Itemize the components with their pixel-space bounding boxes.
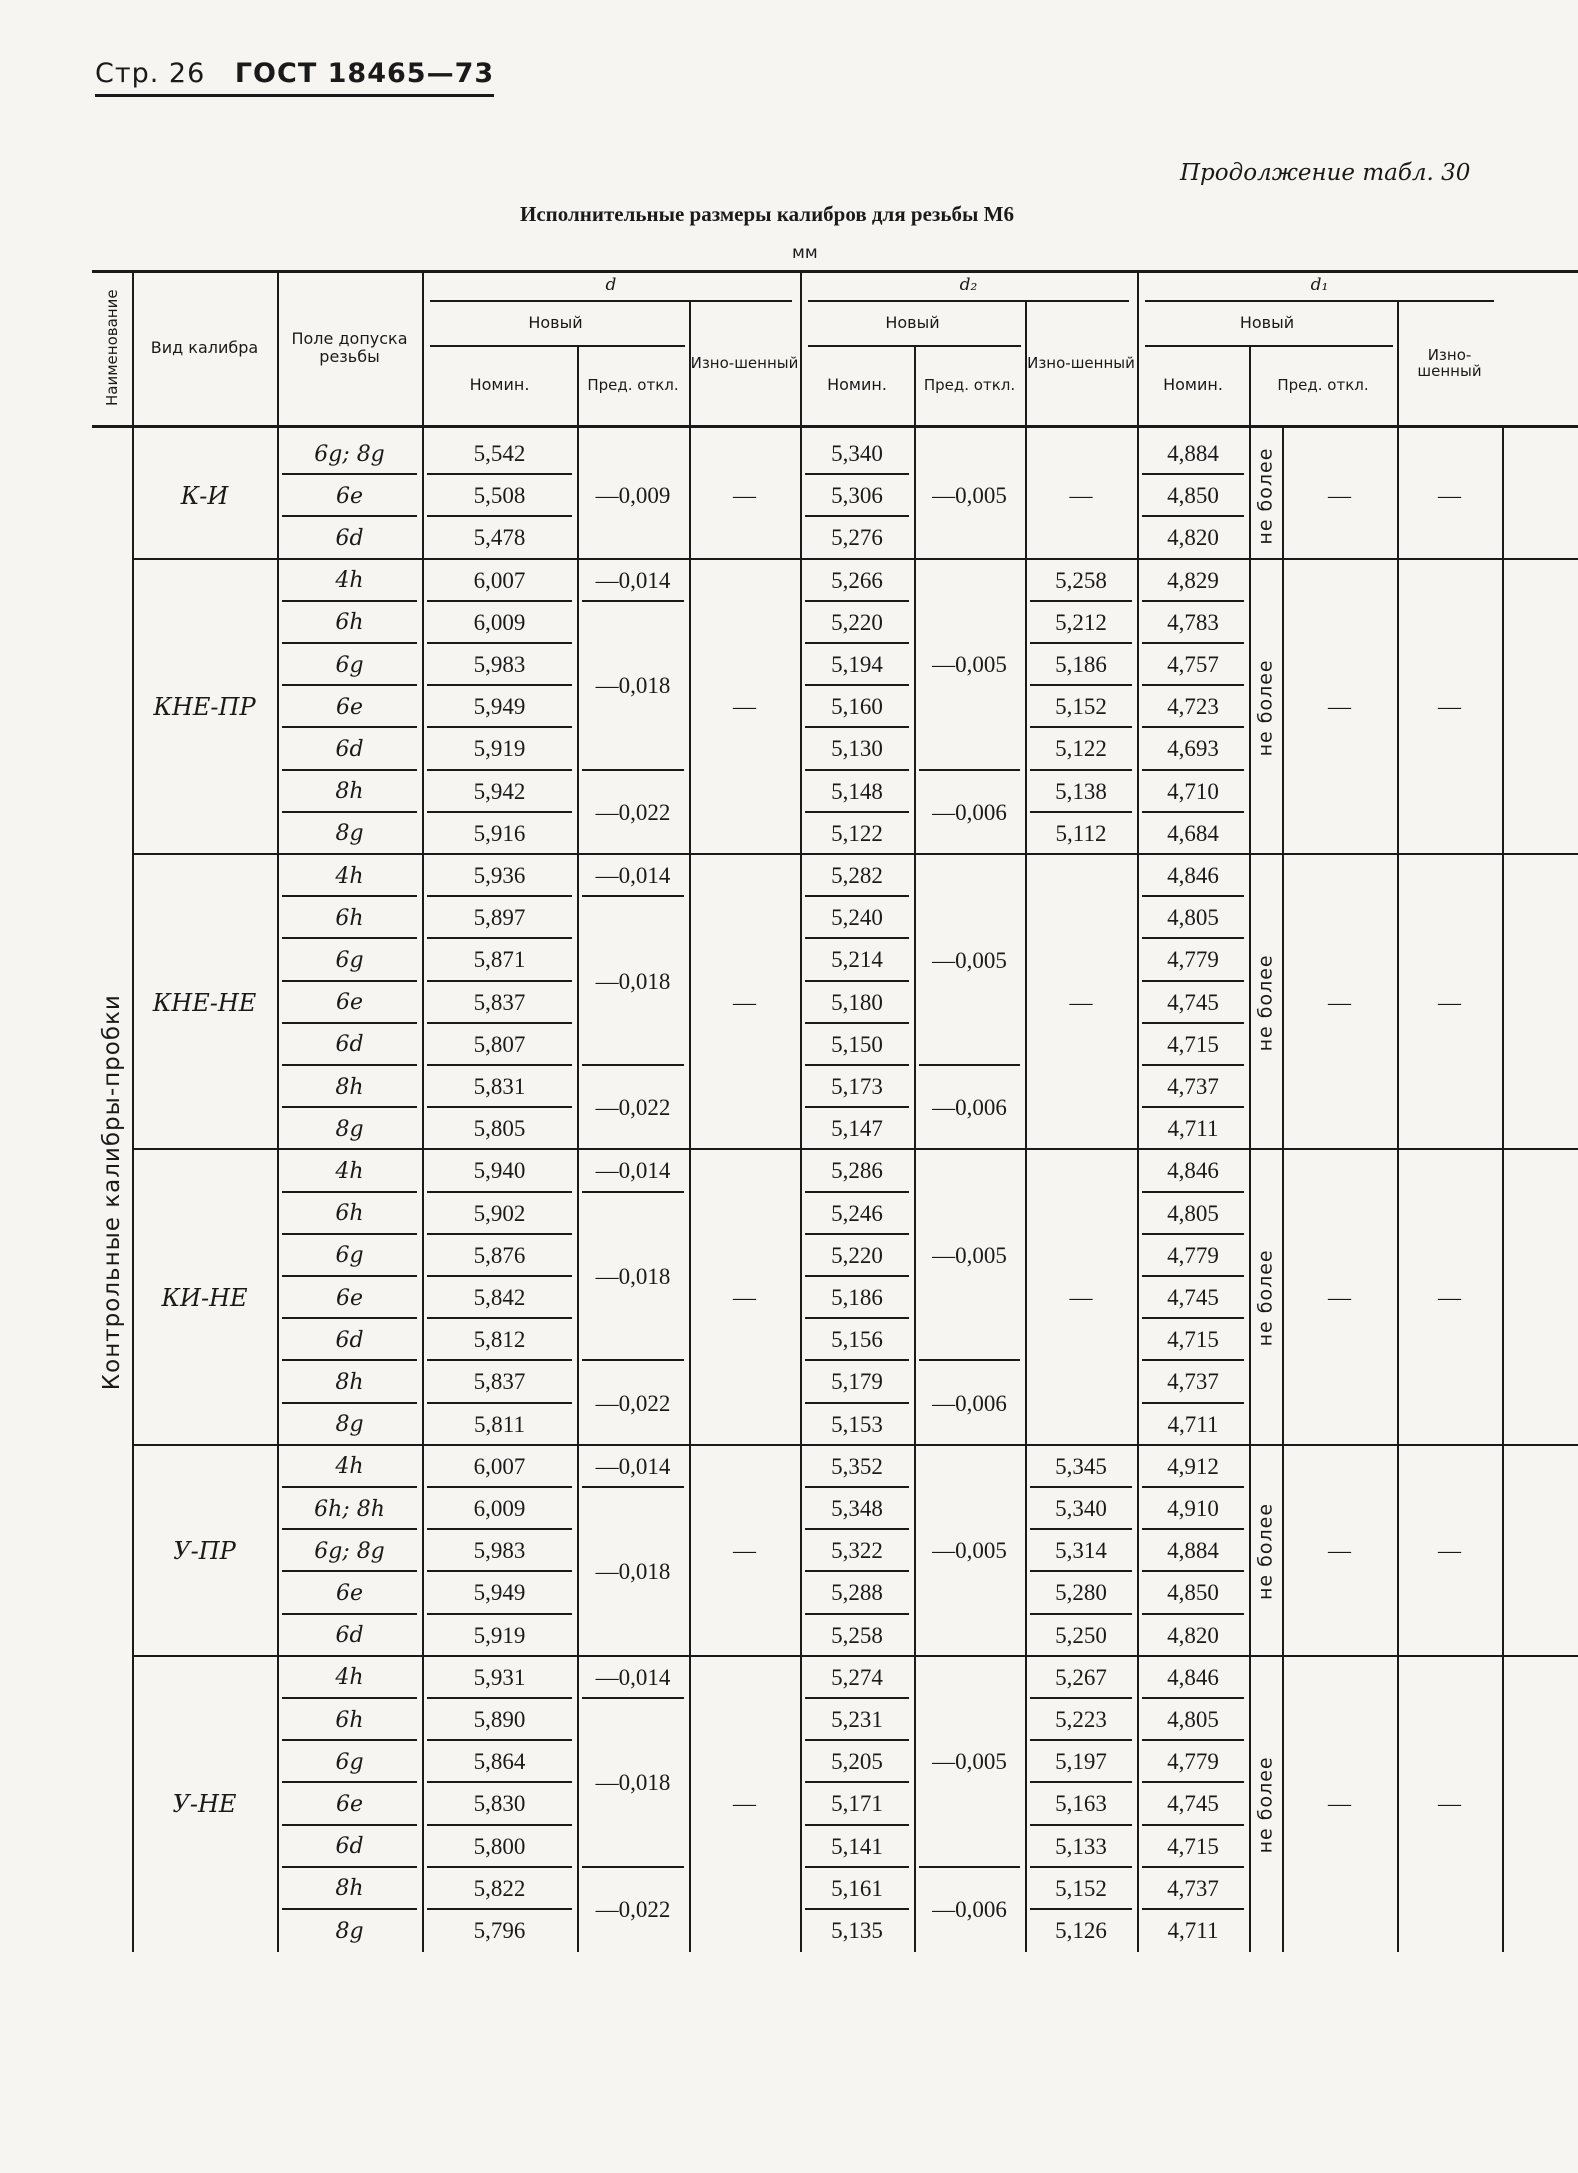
d-limit-deviation: —0,014 [595, 567, 671, 593]
d2-nominal: 5,150 [831, 1031, 883, 1057]
thread-tolerance-field: 6h [335, 610, 364, 636]
d1-limit-dash: — [1328, 694, 1351, 720]
column-header-new: Новый [528, 312, 583, 332]
d1-nominal: 4,805 [1167, 1200, 1219, 1226]
d1-nominal: 4,829 [1167, 567, 1219, 593]
d2-nominal: 5,135 [831, 1918, 883, 1944]
d2-nominal: 5,161 [831, 1875, 883, 1901]
d2-nominal: 5,240 [831, 905, 883, 931]
page-number: Стр. 26 [95, 58, 206, 89]
thread-tolerance-field: 6g [335, 1243, 364, 1269]
d-nominal: 5,800 [473, 1833, 526, 1859]
column-header-d2: d₂ [959, 275, 978, 295]
thread-tolerance-field: 4h [335, 863, 364, 889]
column-header-worn: Изно-шенный [1027, 353, 1135, 372]
thread-tolerance-field: 8g [335, 1918, 364, 1944]
rule-vertical [277, 425, 279, 1952]
thread-tolerance-field: 8h [335, 1876, 364, 1902]
d2-limit-deviation: —0,006 [932, 1095, 1007, 1121]
d-nominal: 5,871 [473, 947, 526, 973]
column-header-limit: Пред. откл. [923, 376, 1016, 394]
column-header-nominal: Номин. [827, 375, 887, 394]
rule-vertical [132, 425, 134, 1952]
rule-horizontal [808, 300, 1129, 302]
d2-worn: 5,223 [1055, 1707, 1107, 1733]
d1-nominal: 4,745 [1167, 989, 1219, 1015]
d1-nominal: 4,779 [1167, 1749, 1219, 1775]
d2-worn-dash: — [1069, 483, 1093, 509]
d2-worn: 5,267 [1055, 1664, 1107, 1690]
standard-number: ГОСТ 18465—73 [234, 58, 495, 89]
thread-tolerance-field: 8h [335, 779, 364, 805]
d1-nominal: 4,737 [1167, 1369, 1219, 1395]
d2-worn: 5,345 [1055, 1453, 1107, 1479]
d2-nominal: 5,160 [831, 694, 883, 720]
d1-nominal: 4,846 [1167, 1158, 1219, 1184]
d1-nominal: 4,884 [1167, 441, 1219, 467]
d2-worn-dash: — [1069, 989, 1093, 1015]
d-nominal: 5,811 [474, 1411, 525, 1437]
d1-limit-dash: — [1328, 483, 1351, 509]
d1-nominal: 4,711 [1167, 1918, 1219, 1944]
gauge-kind: У-ПР [173, 1537, 236, 1566]
d-nominal: 5,837 [473, 989, 526, 1015]
not-more-label: не более [1254, 658, 1277, 756]
thread-tolerance-field: 6g [335, 1749, 364, 1775]
thread-tolerance-field: 4h [335, 1158, 364, 1184]
d1-nominal: 4,805 [1167, 905, 1219, 931]
column-header-worn: Изно-шенный [1417, 345, 1482, 380]
d2-limit-deviation: —0,006 [932, 799, 1007, 825]
d2-worn: 5,138 [1055, 778, 1107, 804]
rule-vertical [689, 425, 691, 1952]
thread-tolerance-field: 8h [335, 1369, 364, 1395]
d2-worn: 5,122 [1055, 736, 1107, 762]
d-nominal: 5,890 [473, 1707, 526, 1733]
d-limit-deviation: —0,014 [595, 1664, 671, 1690]
d-limit-deviation: —0,018 [595, 1770, 671, 1796]
thread-tolerance-field: 6d [335, 736, 364, 762]
thread-tolerance-field: 6g; 8g [314, 441, 385, 467]
d2-worn: 5,250 [1055, 1622, 1107, 1648]
d1-limit-dash: — [1328, 1285, 1351, 1311]
d-nominal: 5,478 [473, 525, 526, 551]
d1-nominal: 4,884 [1167, 1538, 1219, 1564]
column-header-field: Поле допуска резьбы [291, 328, 408, 366]
d2-worn: 5,152 [1055, 694, 1107, 720]
d2-nominal: 5,141 [831, 1833, 883, 1859]
d1-nominal: 4,850 [1167, 483, 1219, 509]
d2-nominal: 5,340 [831, 441, 883, 467]
d-limit-deviation: —0,009 [595, 483, 671, 509]
d-limit-deviation: —0,022 [595, 799, 671, 825]
d2-limit-deviation: —0,006 [932, 1896, 1007, 1922]
d-worn-dash: — [733, 989, 756, 1015]
d-nominal: 5,805 [473, 1116, 526, 1142]
d2-limit-deviation: —0,006 [932, 1390, 1007, 1416]
d2-nominal: 5,179 [831, 1369, 883, 1395]
d2-nominal: 5,348 [831, 1496, 883, 1522]
rule-vertical [800, 270, 802, 425]
gauge-kind: КНЕ-ПР [153, 693, 256, 722]
thread-tolerance-field: 8g [335, 1412, 364, 1438]
d2-nominal: 5,147 [831, 1116, 883, 1142]
d1-nominal: 4,850 [1167, 1580, 1219, 1606]
d2-worn: 5,197 [1055, 1749, 1107, 1775]
d1-worn-dash: — [1438, 483, 1461, 509]
d-nominal: 5,942 [473, 778, 526, 804]
d-worn-dash: — [733, 483, 756, 509]
rule-horizontal [92, 425, 1578, 428]
d-nominal: 5,876 [473, 1242, 526, 1268]
d-nominal: 5,796 [473, 1918, 526, 1944]
d2-worn: 5,280 [1055, 1580, 1107, 1606]
table-continuation-note: Продолжение табл. 30 [1180, 160, 1471, 186]
d1-worn-dash: — [1438, 1285, 1461, 1311]
d-worn-dash: — [733, 1538, 756, 1564]
column-header-limit: Пред. откл. [1277, 376, 1369, 394]
thread-tolerance-field: 6g; 8g [314, 1538, 385, 1564]
d1-limit-dash: — [1328, 1538, 1351, 1564]
d2-nominal: 5,205 [831, 1749, 883, 1775]
thread-tolerance-field: 6h; 8h [314, 1496, 385, 1522]
d1-nominal: 4,745 [1167, 1791, 1219, 1817]
table-title: Исполнительные размеры калибров для резьбы М6 [520, 202, 1014, 226]
rule-horizontal [1145, 300, 1494, 302]
gauge-kind: КНЕ-НЕ [152, 988, 257, 1017]
d-limit-deviation: —0,018 [595, 968, 671, 994]
d2-worn: 5,126 [1055, 1918, 1107, 1944]
d1-nominal: 4,783 [1167, 609, 1219, 635]
not-more-label: не более [1254, 1502, 1277, 1600]
rule-vertical [577, 345, 579, 425]
d-worn-dash: — [733, 1791, 756, 1817]
d-nominal: 6,009 [473, 1496, 526, 1522]
thread-tolerance-field: 6d [335, 1623, 364, 1649]
d2-limit-deviation: —0,005 [932, 947, 1007, 973]
column-header-nominal: Номин. [1163, 375, 1223, 394]
d2-nominal: 5,288 [831, 1580, 883, 1606]
d-nominal: 5,864 [473, 1749, 526, 1775]
gauge-kind: К-И [180, 482, 229, 511]
d2-nominal: 5,306 [831, 483, 883, 509]
d2-worn-dash: — [1069, 1285, 1093, 1311]
d2-limit-deviation: —0,005 [932, 1538, 1007, 1564]
not-more-label: не более [1254, 954, 1277, 1052]
d-limit-deviation: —0,022 [595, 1095, 671, 1121]
d-nominal: 5,830 [473, 1791, 526, 1817]
thread-tolerance-field: 6e [335, 694, 364, 720]
thread-tolerance-field: 8g [335, 821, 364, 847]
d2-nominal: 5,153 [831, 1411, 883, 1437]
d-limit-deviation: —0,014 [595, 1453, 671, 1479]
d2-nominal: 5,130 [831, 736, 883, 762]
thread-tolerance-field: 6e [335, 1285, 364, 1311]
column-header-nominal: Номин. [469, 375, 530, 394]
d1-worn-dash: — [1438, 989, 1461, 1015]
column-header-limit: Пред. откл. [587, 376, 679, 394]
rule-vertical [1397, 300, 1399, 425]
d2-nominal: 5,122 [831, 820, 883, 846]
d2-nominal: 5,258 [831, 1622, 883, 1648]
d2-worn: 5,258 [1055, 567, 1107, 593]
d1-nominal: 4,757 [1167, 652, 1219, 678]
rule-vertical [1502, 425, 1504, 1952]
page-header [95, 58, 494, 97]
d-nominal: 6,009 [473, 609, 526, 635]
thread-tolerance-field: 6e [335, 990, 364, 1016]
rule-vertical [1137, 270, 1139, 425]
d1-nominal: 4,912 [1167, 1453, 1219, 1479]
thread-tolerance-field: 4h [335, 1665, 364, 1691]
d-nominal: 5,983 [473, 652, 526, 678]
d-nominal: 5,842 [473, 1285, 526, 1311]
d-nominal: 5,919 [473, 1622, 526, 1648]
d2-nominal: 5,194 [831, 652, 883, 678]
d1-nominal: 4,910 [1167, 1496, 1219, 1522]
rule-vertical [1025, 300, 1027, 425]
not-more-label: не более [1254, 447, 1277, 545]
gauge-kind: КИ-НЕ [161, 1284, 248, 1313]
d1-worn-dash: — [1438, 1538, 1461, 1564]
thread-tolerance-field: 4h [335, 1454, 364, 1480]
thread-tolerance-field: 6e [335, 1791, 364, 1817]
d1-nominal: 4,737 [1167, 1074, 1219, 1100]
rule-vertical [800, 425, 802, 1952]
d1-limit-dash: — [1328, 989, 1351, 1015]
d2-nominal: 5,266 [831, 567, 883, 593]
d1-nominal: 4,745 [1167, 1285, 1219, 1311]
rule-vertical [422, 270, 424, 425]
d2-nominal: 5,173 [831, 1074, 883, 1100]
rule-vertical [914, 425, 916, 1952]
thread-tolerance-field: 6d [335, 1032, 364, 1058]
column-header-worn: Изно-шенный [690, 353, 799, 372]
column-header-new: Новый [885, 312, 940, 332]
d-nominal: 5,931 [473, 1664, 526, 1690]
d1-worn-dash: — [1438, 694, 1461, 720]
rule-horizontal [1145, 345, 1393, 347]
d-nominal: 5,940 [473, 1158, 526, 1184]
thread-tolerance-field: 6h [335, 1707, 364, 1733]
thread-tolerance-field: 6h [335, 905, 364, 931]
d1-nominal: 4,711 [1167, 1116, 1219, 1142]
rule-vertical [1282, 425, 1284, 1952]
not-more-label: не более [1254, 1249, 1277, 1347]
d-nominal: 5,807 [473, 1031, 526, 1057]
gauge-kind: У-НЕ [172, 1790, 237, 1819]
thread-tolerance-field: 8h [335, 1074, 364, 1100]
d1-nominal: 4,715 [1167, 1327, 1219, 1353]
d2-nominal: 5,180 [831, 989, 883, 1015]
d1-nominal: 4,715 [1167, 1833, 1219, 1859]
rule-horizontal [430, 300, 792, 302]
d1-nominal: 4,805 [1167, 1707, 1219, 1733]
rule-vertical [132, 270, 134, 425]
d-nominal: 6,007 [473, 567, 526, 593]
column-header-new: Новый [1239, 312, 1295, 332]
not-more-label: не более [1254, 1755, 1277, 1854]
d1-nominal: 4,693 [1167, 736, 1219, 762]
d-nominal: 6,007 [473, 1453, 526, 1479]
rule-vertical [1249, 425, 1251, 1952]
unit-label: мм [792, 243, 818, 263]
d2-nominal: 5,286 [831, 1158, 883, 1184]
d2-nominal: 5,352 [831, 1453, 883, 1479]
rule-horizontal [430, 345, 685, 347]
d-nominal: 5,983 [473, 1538, 526, 1564]
d1-nominal: 4,737 [1167, 1875, 1219, 1901]
d1-nominal: 4,820 [1167, 1622, 1219, 1648]
d1-nominal: 4,684 [1167, 820, 1219, 846]
d2-nominal: 5,171 [831, 1791, 883, 1817]
d2-limit-deviation: —0,005 [932, 1749, 1007, 1775]
d2-nominal: 5,231 [831, 1707, 883, 1733]
d2-limit-deviation: —0,005 [932, 652, 1007, 678]
rule-vertical [689, 300, 691, 425]
d2-nominal: 5,276 [831, 525, 883, 551]
d1-nominal: 4,846 [1167, 863, 1219, 889]
d-limit-deviation: —0,018 [595, 1559, 671, 1585]
d-nominal: 5,916 [473, 820, 526, 846]
d2-worn: 5,163 [1055, 1791, 1107, 1817]
d1-nominal: 4,779 [1167, 1242, 1219, 1268]
thread-tolerance-field: 6h [335, 1201, 364, 1227]
d2-worn: 5,314 [1055, 1538, 1107, 1564]
group-label: Контрольные калибры-пробки [99, 994, 125, 1391]
d2-worn: 5,212 [1055, 609, 1107, 635]
column-header-kind: Вид калибра [150, 337, 259, 357]
d2-nominal: 5,186 [831, 1285, 883, 1311]
d2-nominal: 5,220 [831, 609, 883, 635]
d2-nominal: 5,148 [831, 778, 883, 804]
d-nominal: 5,822 [473, 1875, 526, 1901]
rule-vertical [1397, 425, 1399, 1952]
d1-nominal: 4,711 [1167, 1411, 1219, 1437]
rule-vertical [914, 345, 916, 425]
column-header-d: d [605, 275, 617, 295]
column-header-d1: d₁ [1310, 275, 1329, 295]
d2-nominal: 5,274 [831, 1664, 883, 1690]
d2-nominal: 5,220 [831, 1242, 883, 1268]
d-worn-dash: — [733, 694, 756, 720]
d2-worn: 5,112 [1055, 820, 1107, 846]
thread-tolerance-field: 6g [335, 652, 364, 678]
d1-nominal: 4,846 [1167, 1664, 1219, 1690]
d1-nominal: 4,715 [1167, 1031, 1219, 1057]
d2-limit-deviation: —0,005 [932, 483, 1007, 509]
d-limit-deviation: —0,014 [595, 1158, 671, 1184]
d-nominal: 5,919 [473, 736, 526, 762]
d1-nominal: 4,779 [1167, 947, 1219, 973]
d-worn-dash: — [733, 1285, 756, 1311]
rule-vertical [277, 270, 279, 425]
d2-nominal: 5,156 [831, 1327, 883, 1353]
thread-tolerance-field: 6d [335, 1834, 364, 1860]
d-nominal: 5,949 [473, 694, 526, 720]
rule-vertical [422, 425, 424, 1952]
thread-tolerance-field: 6d [335, 525, 364, 551]
d2-nominal: 5,322 [831, 1538, 883, 1564]
d-nominal: 5,936 [473, 863, 526, 889]
thread-tolerance-field: 6e [335, 483, 364, 509]
thread-tolerance-field: 8g [335, 1116, 364, 1142]
d1-nominal: 4,710 [1167, 778, 1219, 804]
d2-worn: 5,152 [1055, 1875, 1107, 1901]
d2-limit-deviation: —0,005 [932, 1242, 1007, 1268]
d-nominal: 5,897 [473, 905, 526, 931]
d-nominal: 5,837 [473, 1369, 526, 1395]
d-limit-deviation: —0,018 [595, 1263, 671, 1289]
thread-tolerance-field: 4h [335, 568, 364, 594]
thread-tolerance-field: 6e [335, 1580, 364, 1606]
d2-nominal: 5,214 [831, 947, 883, 973]
d2-nominal: 5,282 [831, 863, 883, 889]
d-nominal: 5,949 [473, 1580, 526, 1606]
d1-nominal: 4,723 [1167, 694, 1219, 720]
d-limit-deviation: —0,014 [595, 863, 671, 889]
rule-vertical [1137, 425, 1139, 1952]
d1-worn-dash: — [1438, 1791, 1461, 1817]
d-limit-deviation: —0,022 [595, 1896, 671, 1922]
d-limit-deviation: —0,018 [595, 673, 671, 699]
rule-vertical [1249, 345, 1251, 425]
column-header-name: Наименование [103, 289, 121, 406]
d-nominal: 5,831 [473, 1074, 526, 1100]
rule-vertical [1025, 425, 1027, 1952]
d-limit-deviation: —0,022 [595, 1390, 671, 1416]
d2-worn: 5,340 [1055, 1496, 1107, 1522]
d-nominal: 5,508 [473, 483, 526, 509]
d1-nominal: 4,820 [1167, 525, 1219, 551]
rule-vertical [577, 425, 579, 1952]
d2-worn: 5,186 [1055, 652, 1107, 678]
d2-worn: 5,133 [1055, 1833, 1107, 1859]
thread-tolerance-field: 6g [335, 947, 364, 973]
d1-limit-dash: — [1328, 1791, 1351, 1817]
d-nominal: 5,812 [473, 1327, 526, 1353]
thread-tolerance-field: 6d [335, 1327, 364, 1353]
d2-nominal: 5,246 [831, 1200, 883, 1226]
d-nominal: 5,542 [473, 441, 526, 467]
d-nominal: 5,902 [473, 1200, 526, 1226]
